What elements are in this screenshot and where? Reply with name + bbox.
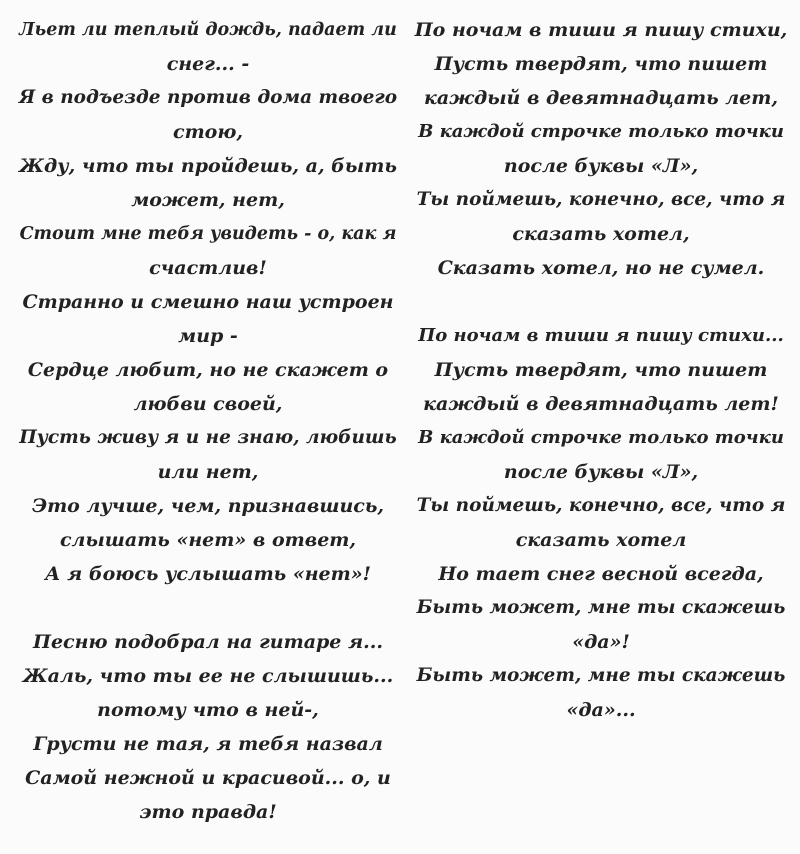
lyric-line: Льет ли теплый дождь, падает ли [19, 20, 397, 40]
lyric-line: любви своей, [133, 393, 283, 415]
lyric-line: Я в подъезде против дома твоего [18, 87, 398, 108]
lyric-line: снег... - [166, 53, 250, 75]
lyric-line: сказать хотел, [512, 223, 690, 245]
lyric-line: или нет, [157, 461, 259, 483]
lyric-line: счастлив! [149, 257, 267, 279]
lyric-line: Быть может, мне ты скажешь [416, 597, 786, 618]
lyric-line: Пусть твердят, что пишет [434, 53, 768, 75]
lyric-line: стою, [173, 121, 243, 143]
lyric-line: По ночам в тиши я пишу стихи... [418, 325, 784, 346]
lyric-line: «да»... [566, 699, 636, 721]
lyric-line: каждый в девятнадцать лет! [423, 393, 779, 415]
lyric-line: Стоит мне тебя увидеть - о, как я [19, 224, 397, 244]
stanza [414, 13, 788, 285]
lyric-line: мир - [178, 325, 238, 347]
lyric-line: Сердце любит, но не скажет о [27, 359, 389, 381]
lyrics-column-right [414, 13, 788, 727]
lyric-line: Самой нежной и красивой... о, и [25, 767, 391, 789]
lyric-line: Ты поймешь, конечно, все, что я [416, 189, 786, 210]
lyric-line: Быть может, мне ты скажешь [416, 665, 786, 686]
lyric-line: после буквы «Л», [503, 155, 699, 177]
lyric-line: Это лучше, чем, признавшись, [31, 495, 385, 517]
stanza [414, 319, 788, 727]
lyric-line: может, нет, [131, 189, 285, 211]
stanza [18, 625, 398, 829]
lyric-line: Странно и смешно наш устроен [22, 291, 394, 313]
lyric-line: «да»! [572, 631, 630, 653]
lyric-line: Жду, что ты пройдешь, а, быть [19, 155, 397, 177]
lyric-line: Жаль, что ты ее не слышишь... [22, 665, 394, 687]
lyric-line: В каждой строчке только точки [418, 121, 784, 142]
lyric-line: сказать хотел [515, 529, 687, 551]
lyric-line: Но тает снег весной всегда, [438, 563, 764, 585]
stanza [18, 13, 398, 591]
lyric-line: Пусть живу я и не знаю, любишь [19, 427, 397, 448]
lyrics-column-left [18, 13, 398, 829]
lyric-line: слышать «нет» в ответ, [59, 529, 357, 551]
lyric-line: Сказать хотел, но не сумел. [437, 257, 765, 279]
lyric-line: это правда! [139, 801, 277, 823]
lyric-line: Песню подобрал на гитаре я... [33, 631, 383, 653]
lyric-line: потому что в ней-, [97, 699, 319, 721]
lyric-line: после буквы «Л», [503, 461, 699, 483]
lyric-line: Грусти не тая, я тебя назвал [33, 733, 383, 755]
lyric-line: По ночам в тиши я пишу стихи, [414, 19, 788, 41]
lyric-line: А я боюсь услышать «нет»! [45, 563, 371, 585]
lyric-line: Пусть твердят, что пишет [434, 359, 768, 381]
lyric-line: В каждой строчке только точки [418, 427, 784, 448]
lyric-line: Ты поймешь, конечно, все, что я [416, 495, 786, 516]
lyric-line: каждый в девятнадцать лет, [424, 87, 778, 109]
